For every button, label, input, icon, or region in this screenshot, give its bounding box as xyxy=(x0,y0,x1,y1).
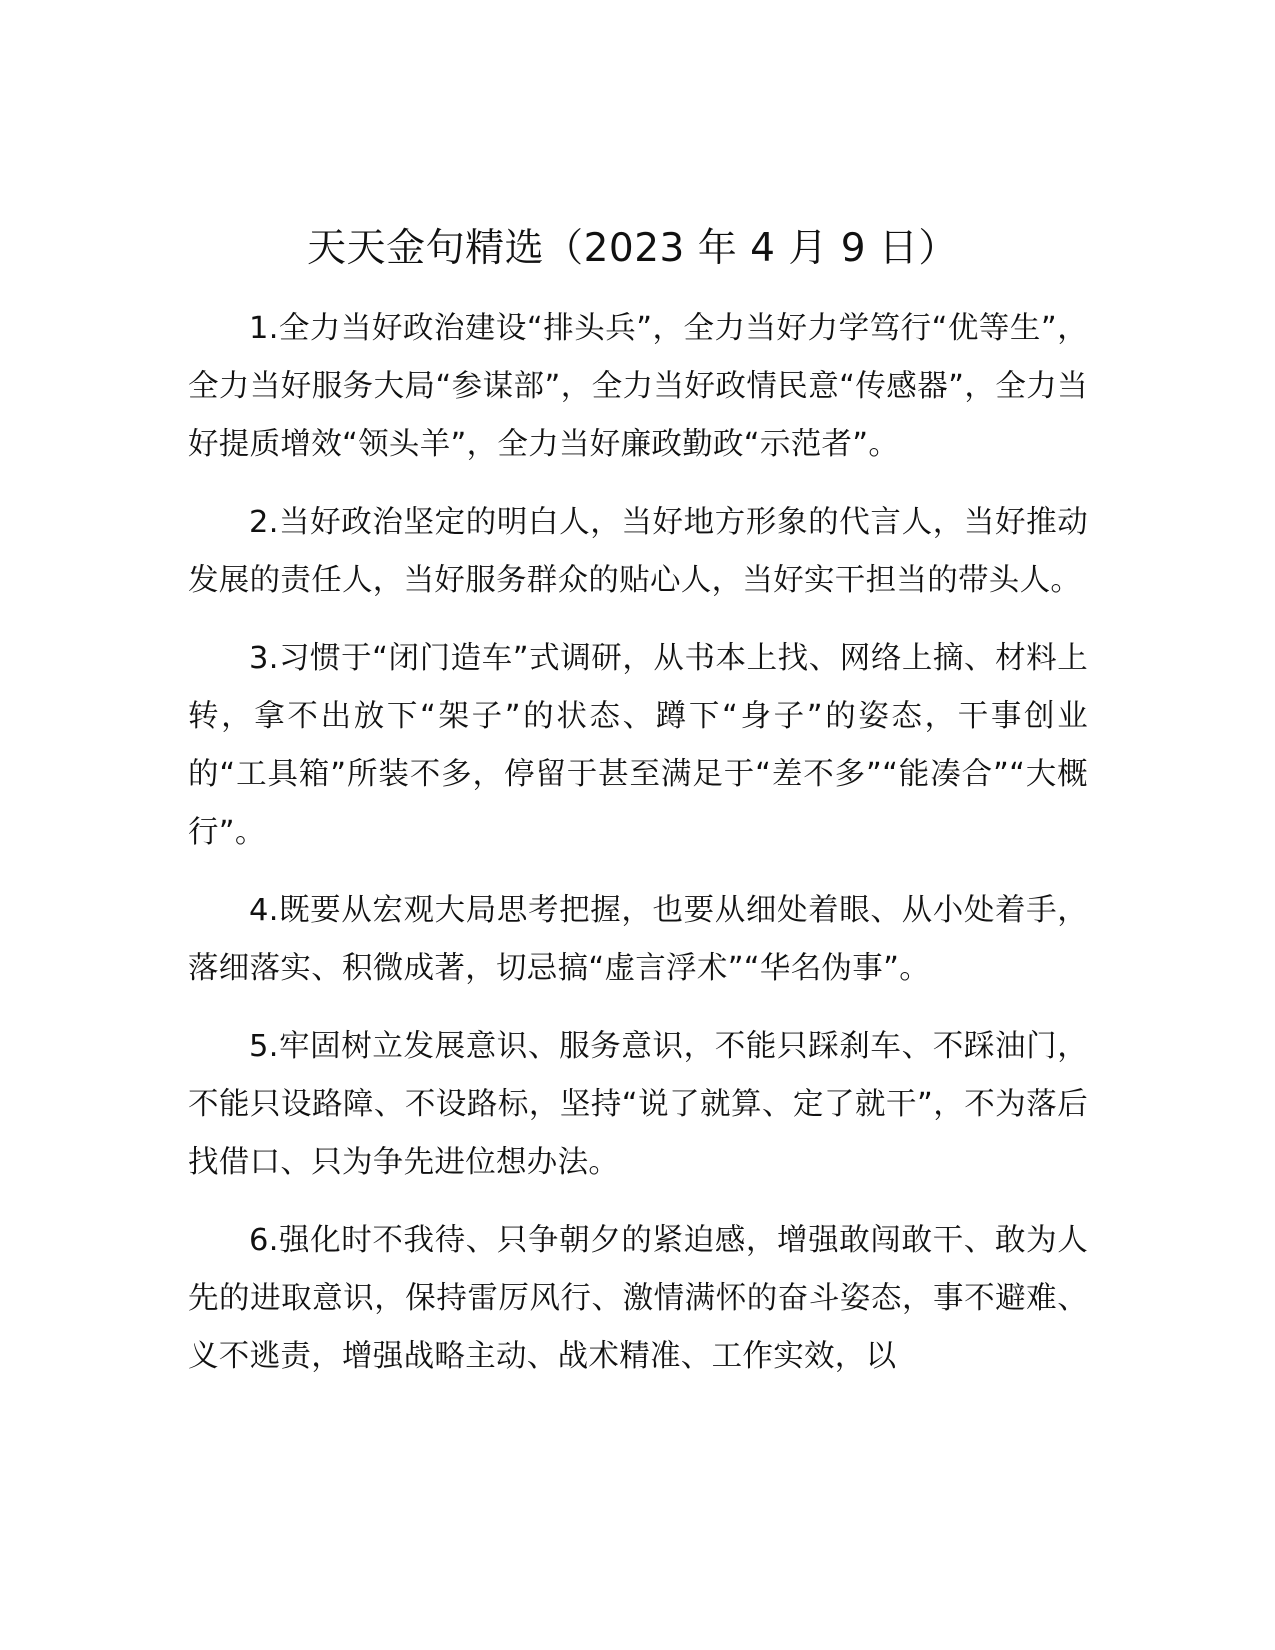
paragraph-4: 4.既要从宏观大局思考把握，也要从细处着眼、从小处着手，落细落实、积微成著，切忌搞“虚言浮术”“华名伪事”。 xyxy=(188,893,1088,986)
document-body xyxy=(188,300,1088,1406)
paragraph-6: 6.强化时不我待、只争朝夕的紧迫感，增强敢闯敢干、敢为人先的进取意识，保持雷厉风行、激情满怀的奋斗姿态，事不避难、义不逃责，增强战略主动、战术精准、工作实效，以 xyxy=(188,1223,1088,1374)
paragraph-5: 5.牢固树立发展意识、服务意识，不能只踩刹车、不踩油门，不能只设路障、不设路标，坚持“说了就算、定了就干”，不为落后找借口、只为争先进位想办法。 xyxy=(188,1029,1088,1180)
document-title: 天天金句精选（2023 年 4 月 9 日） xyxy=(307,226,958,271)
paragraph-2: 2.当好政治坚定的明白人，当好地方形象的代言人，当好推动发展的责任人，当好服务群众的贴心人，当好实干担当的带头人。 xyxy=(188,505,1088,598)
paragraph-1: 1.全力当好政治建设“排头兵”，全力当好力学笃行“优等生”，全力当好服务大局“参谋部”，全力当好政情民意“传感器”，全力当好提质增效“领头羊”，全力当好廉政勤政“示范者”。 xyxy=(188,311,1088,462)
paragraph-3: 3.习惯于“闭门造车”式调研，从书本上找、网络上摘、材料上转，拿不出放下“架子”的状态、蹲下“身子”的姿态，干事创业的“工具箱”所装不多，停留于甚至满足于“差不多”“能凑合”“大概行”。 xyxy=(188,641,1088,850)
